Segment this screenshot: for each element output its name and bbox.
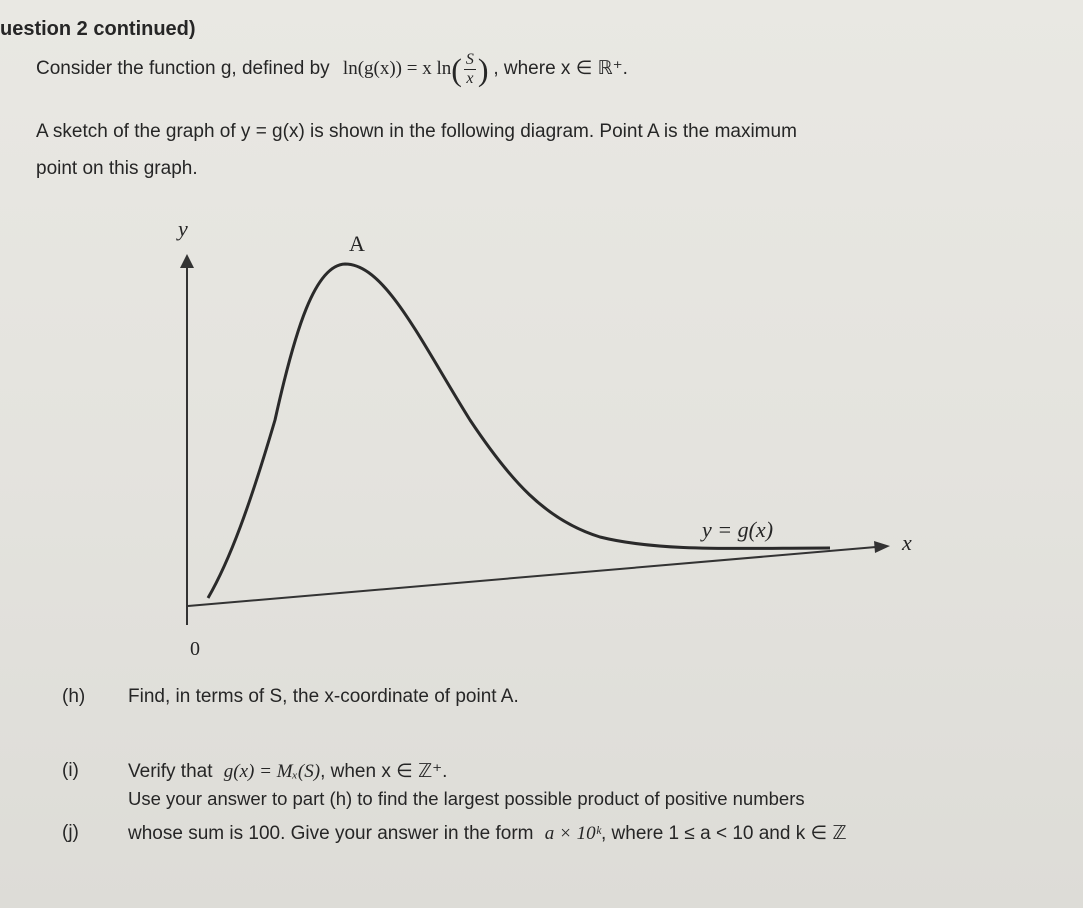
part-j-line-2	[128, 822, 846, 845]
part-i-math: g(x) = Mₓ(S)	[223, 761, 321, 782]
part-h-label: (h)	[62, 686, 86, 707]
curve-g	[208, 264, 830, 598]
point-a-label: A	[349, 231, 365, 256]
equation-lhs: ln(g(x)) = x ln	[342, 57, 452, 79]
part-j-form: a × 10ᵏ	[544, 823, 601, 844]
y-axis-arrowhead	[180, 254, 194, 268]
part-h-text: Find, in terms of S, the x-coordinate of point A.	[128, 686, 519, 707]
where-text: , where x ∈ ℝ⁺.	[493, 57, 628, 79]
part-j-line-1: Use your answer to part (h) to find the largest possible product of positive numbers	[128, 788, 805, 809]
consider-text: Consider the function g, defined by	[36, 57, 330, 79]
part-i-text	[128, 760, 447, 783]
fraction-denominator: x	[466, 70, 474, 87]
part-i-label: (i)	[62, 760, 79, 781]
left-paren: (	[451, 51, 462, 88]
x-axis	[188, 547, 876, 606]
origin-label: 0	[190, 638, 200, 660]
part-i-suffix: , when x ∈ ℤ⁺.	[320, 761, 448, 782]
part-i-prefix: Verify that	[128, 761, 213, 782]
fraction-numerator: S	[465, 51, 474, 68]
y-axis-label: y	[178, 216, 188, 241]
question-header: uestion 2 continued)	[0, 18, 196, 40]
x-axis-arrowhead	[874, 541, 890, 553]
curve-label: y = g(x)	[702, 517, 774, 542]
x-axis-label: x	[902, 530, 912, 555]
part-j-intro: whose sum is 100. Give your answer in the form	[128, 823, 534, 844]
part-j-label: (j)	[62, 822, 79, 843]
intro-line-3: point on this graph.	[36, 158, 198, 179]
part-j-condition: , where 1 ≤ a < 10 and k ∈ ℤ	[600, 823, 847, 844]
intro-line-2: A sketch of the graph of y = g(x) is shown in the following diagram. Point A is the maximum	[36, 121, 797, 142]
right-paren: )	[477, 51, 489, 88]
